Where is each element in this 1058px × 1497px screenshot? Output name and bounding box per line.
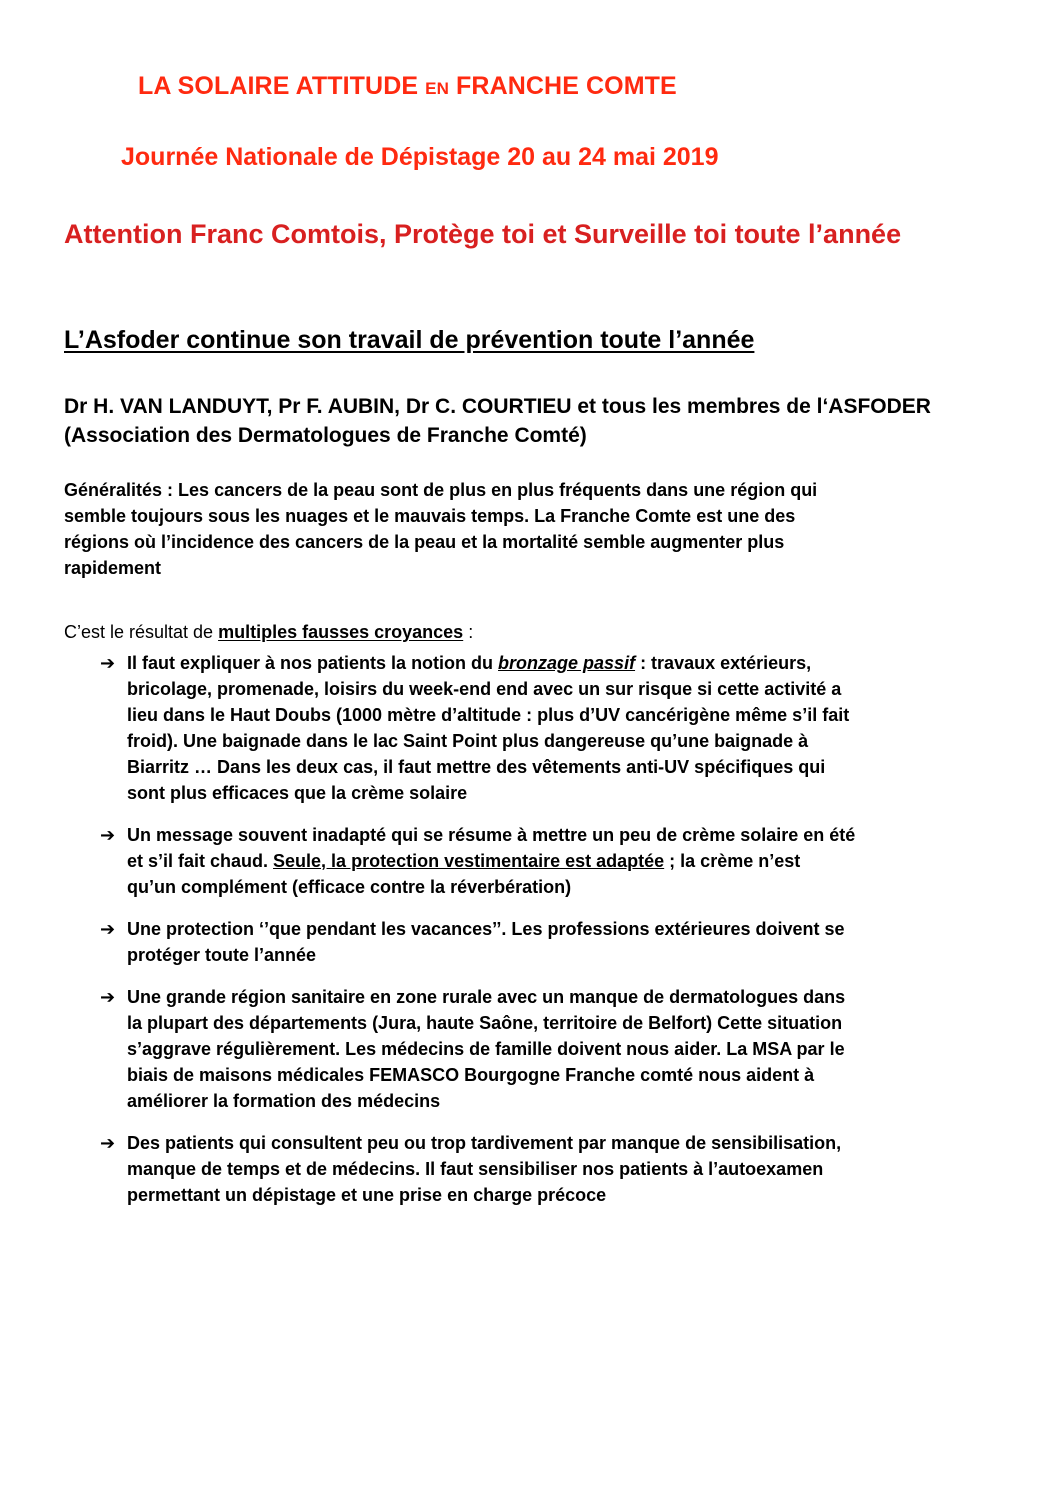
- document-title: LA SOLAIRE ATTITUDE EN FRANCHE COMTE: [138, 72, 677, 100]
- bullet-item: ➔ Il faut expliquer à nos patients la notion du bronzage passif : travaux extérieurs, bricolage, promenade, loisirs du week-end end avec un sur risque si cette activité a lieu dans le Haut Doubs (1000 mètre d’altitude : plus d’UV cancérigène même s’il fait froid). Une baignade dans le lac Saint Point plus dangereuse qu’une baignade à Biarritz … Dans les deux cas, il faut mettre des vêtements anti-UV spécifiques qui sont plus efficaces que la crème solaire: [100, 650, 1000, 806]
- bullet-item: ➔ Une protection ‘’que pendant les vacances’’. Les professions extérieures doivent se protéger toute l’année: [100, 916, 1000, 968]
- headline: Attention Franc Comtois, Protège toi et Surveille toi toute l’année: [64, 219, 902, 249]
- paragraph-line: Généralités : Les cancers de la peau sont de plus en plus fréquents dans une région qui: [64, 480, 818, 500]
- arrow-icon: ➔: [100, 987, 116, 1007]
- authors-line: Dr H. VAN LANDUYT, Pr F. AUBIN, Dr C. COURTIEU et tous les membres de l‘ASFODER (Association des Dermatologues de Franche Comté): [64, 395, 931, 447]
- arrow-icon: ➔: [100, 653, 116, 673]
- bullet-item: ➔ Une grande région sanitaire en zone rurale avec un manque de dermatologues dans la plupart des départements (Jura, haute Saône, territoire de Belfort) Cette situation s’aggrave régulièrement. Les médecins de famille doivent nous aider. La MSA par le biais de maisons médicales FEMASCO Bourgogne Franche comté nous aident à améliorer la formation des médecins: [100, 984, 1000, 1114]
- paragraph-line: régions où l’incidence des cancers de la peau et la mortalité semble augmenter plus: [64, 532, 785, 552]
- bronzage-passif-term: bronzage passif: [498, 653, 636, 673]
- bullet-item: ➔ Un message souvent inadapté qui se résume à mettre un peu de crème solaire en été et s’il fait chaud. Seule, la protection vestimentaire est adaptée ; la crème n’est qu’un complément (efficace contre la réverbération): [100, 822, 1000, 900]
- generalites-paragraph: [64, 477, 994, 581]
- paragraph-line: semble toujours sous les nuages et le mauvais temps. La Franche Comte est une des: [64, 506, 796, 526]
- arrow-icon: ➔: [100, 825, 116, 845]
- bullet-list: [100, 650, 1000, 1224]
- intro-line: C’est le résultat de multiples fausses croyances :: [64, 622, 474, 642]
- section-heading: L’Asfoder continue son travail de prévention toute l’année: [64, 326, 755, 354]
- paragraph-line: rapidement: [64, 558, 162, 578]
- bullet-item: ➔ Des patients qui consultent peu ou trop tardivement par manque de sensibilisation, manque de temps et de médecins. Il faut sensibiliser nos patients à l’autoexamen permettant un dépistage et une prise en charge précoce: [100, 1130, 1000, 1208]
- document-subtitle: Journée Nationale de Dépistage 20 au 24 mai 2019: [121, 143, 719, 171]
- arrow-icon: ➔: [100, 919, 116, 939]
- protection-vestimentaire-emphasis: Seule, la protection vestimentaire est adaptée: [273, 851, 665, 871]
- arrow-icon: ➔: [100, 1133, 116, 1153]
